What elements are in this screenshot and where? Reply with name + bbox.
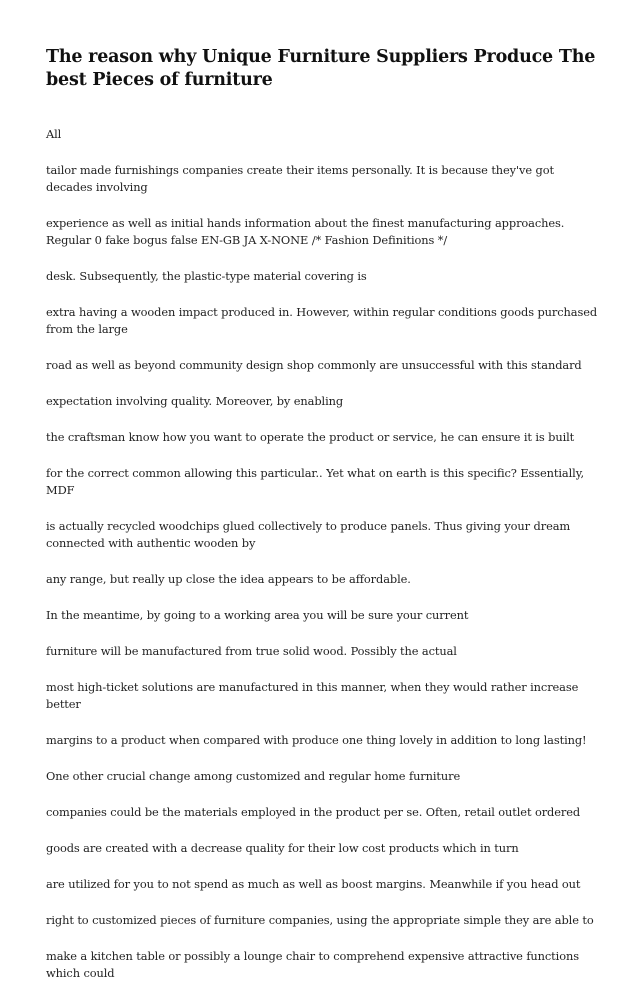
paragraph: road as well as beyond community design shop commonly are unsuccessful with this standard: [46, 358, 582, 372]
paragraph: goods are created with a decrease quality for their low cost products which in turn: [46, 841, 519, 855]
document-title: The reason why Unique Furniture Suppliers Produce The best Pieces of furniture: [46, 47, 596, 90]
paragraph: are utilized for you to not spend as much as well as boost margins. Meanwhile if you head out: [46, 877, 581, 891]
paragraph: All: [46, 127, 62, 141]
paragraph: tailor made furnishings companies create their items personally. It is because they've got decades involving: [46, 163, 554, 194]
paragraph: extra having a wooden impact produced in. However, within regular conditions goods purchased from the large: [46, 305, 598, 336]
paragraph: most high-ticket solutions are manufactured in this manner, when they would rather increase better: [46, 680, 579, 711]
paragraph: One other crucial change among customized and regular home furniture: [46, 769, 461, 783]
paragraph: for the correct common allowing this particular.. Yet what on earth is this specific? Essentially, MDF: [46, 466, 585, 497]
paragraph: margins to a product when compared with produce one thing lovely in addition to long lasting!: [46, 733, 587, 747]
paragraph: any range, but really up close the idea appears to be affordable.: [46, 572, 411, 586]
paragraph: expectation involving quality. Moreover, by enabling: [46, 394, 344, 408]
paragraph: furniture will be manufactured from true solid wood. Possibly the actual: [46, 644, 457, 658]
paragraph: right to customized pieces of furniture companies, using the appropriate simple they are able to: [46, 913, 594, 927]
paragraph: companies could be the materials employed in the product per se. Often, retail outlet ordered: [46, 805, 581, 819]
paragraph: In the meantime, by going to a working area you will be sure your current: [46, 608, 469, 622]
paragraph: experience as well as initial hands information about the finest manufacturing approaches. Regular 0 fake bogus false EN-GB JA X-NONE /* Fashion Definitions */: [46, 216, 565, 247]
paragraph: desk. Subsequently, the plastic-type material covering is: [46, 269, 367, 283]
paragraph: make a kitchen table or possibly a lounge chair to comprehend expensive attractive functions which could: [46, 949, 579, 980]
paragraph: is actually recycled woodchips glued collectively to produce panels. Thus giving your dream connected with authentic wooden by: [46, 519, 571, 550]
paragraph: the craftsman know how you want to operate the product or service, he can ensure it is built: [46, 430, 575, 444]
document-body: [46, 126, 598, 982]
